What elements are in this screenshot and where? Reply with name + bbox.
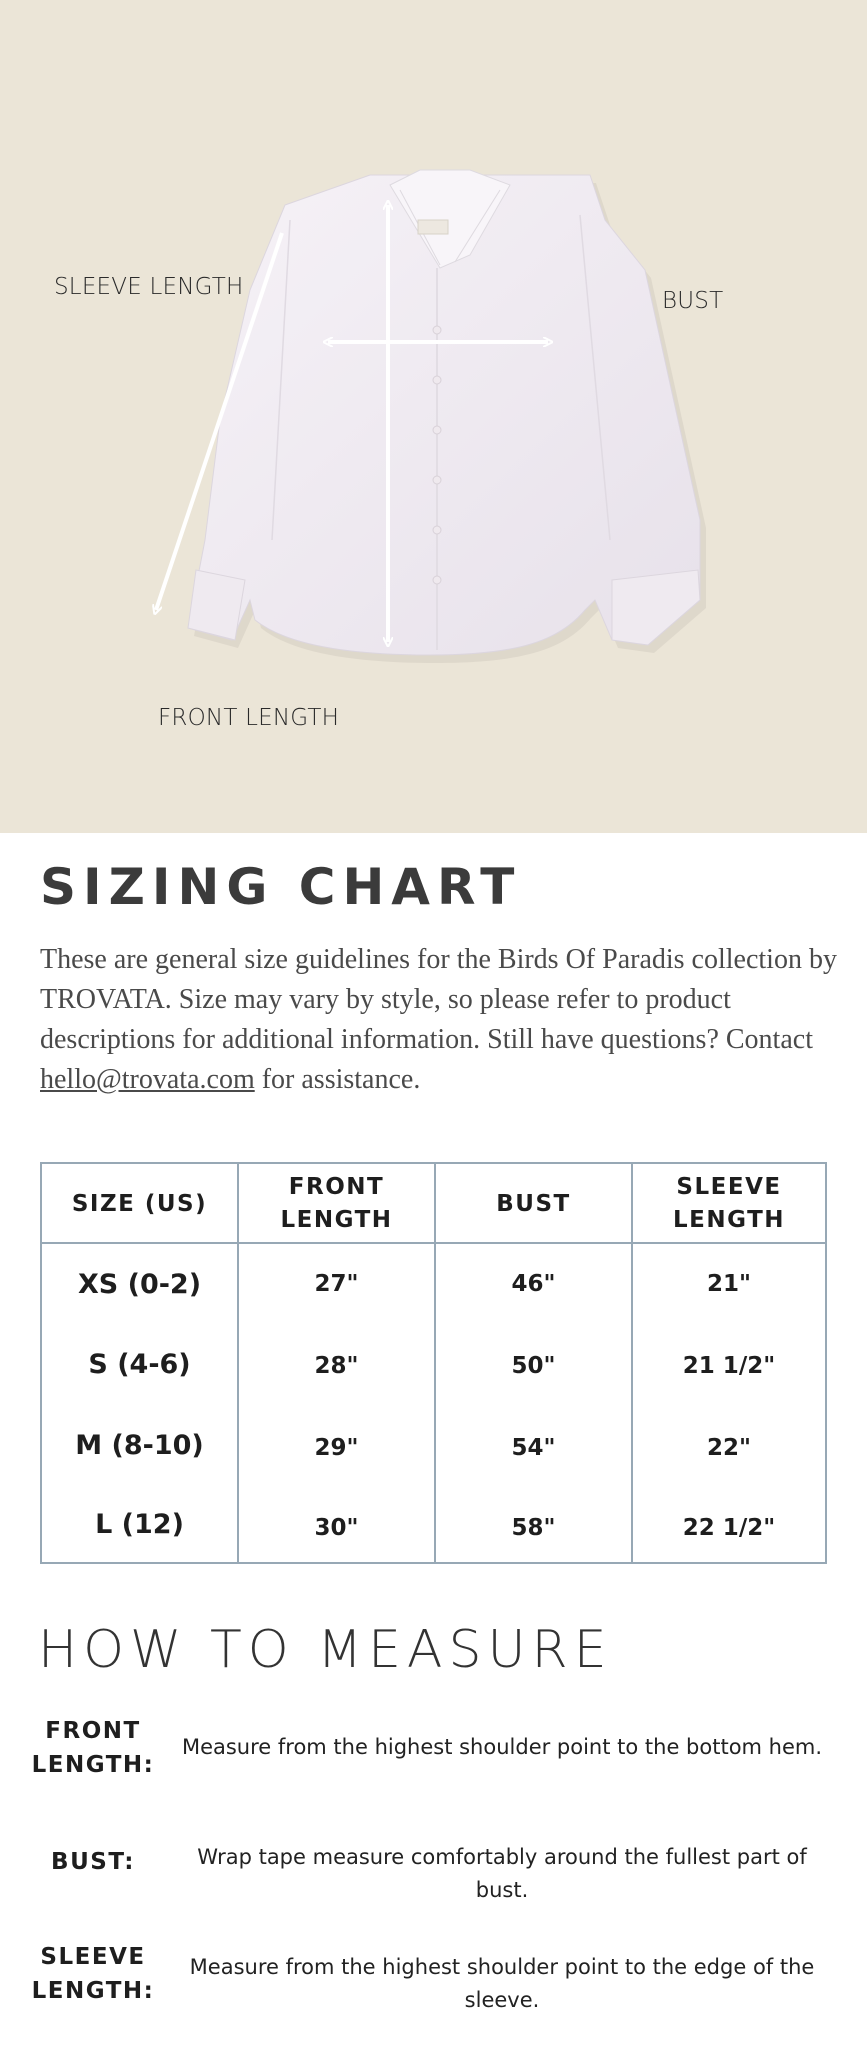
intro-suffix: for assistance. <box>261 1064 421 1095</box>
hero-image <box>0 0 867 833</box>
measure-label-sleeve-length: SLEEVE LENGTH: <box>31 1944 155 2004</box>
sleeve-length-label: SLEEVE LENGTH <box>54 274 244 300</box>
intro-text: These are general size guidelines for the Birds Of Paradis collection by TROVATA. Size may vary by style, so please refer to product descriptions for additional information. Still have questions? Contact <box>40 944 837 1055</box>
table-cell: 46" <box>511 1271 556 1297</box>
table-cell: 21" <box>707 1271 751 1297</box>
intro-paragraph <box>40 940 840 1100</box>
front-length-label: FRONT LENGTH <box>158 705 340 731</box>
column-header-front-length: FRONT LENGTH <box>280 1174 393 1233</box>
email-link[interactable]: hello@trovata.com <box>40 1064 255 1095</box>
table-cell: 54" <box>511 1435 556 1461</box>
table-cell: 28" <box>314 1353 359 1379</box>
table-row-size: XS (0-2) <box>77 1268 202 1300</box>
measure-desc-sleeve-length: Measure from the highest shoulder point to the edge of the sleeve. <box>189 1955 815 2012</box>
table-cell: 50" <box>511 1353 556 1379</box>
measure-label-front-length: FRONT LENGTH: <box>31 1718 155 1778</box>
table-row-size: M (8-10) <box>75 1429 204 1461</box>
column-header-size: SIZE (US) <box>71 1190 208 1217</box>
shirt-illustration <box>0 0 867 833</box>
measure-desc-front-length: Measure from the highest shoulder point to the bottom hem. <box>181 1735 823 1759</box>
bust-label: BUST <box>662 288 724 314</box>
table-cell: 22" <box>707 1435 751 1461</box>
table-row-size: L (12) <box>95 1508 184 1540</box>
table-cell: 22 1/2" <box>682 1515 776 1541</box>
sizing-table <box>40 1162 827 1564</box>
measure-label-bust: BUST: <box>51 1849 135 1875</box>
table-cell: 27" <box>314 1271 359 1297</box>
column-header-sleeve-length: SLEEVE LENGTH <box>672 1174 786 1233</box>
table-cell: 29" <box>314 1435 359 1461</box>
table-cell: 21 1/2" <box>682 1353 776 1379</box>
table-cell: 58" <box>511 1515 556 1541</box>
table-cell: 30" <box>314 1515 359 1541</box>
sizing-chart-title: SIZING CHART <box>40 858 522 916</box>
table-row-size: S (4-6) <box>88 1348 191 1380</box>
column-header-bust: BUST <box>496 1190 571 1217</box>
how-to-measure-title: HOW TO MEASURE <box>38 1620 613 1680</box>
measure-desc-bust: Wrap tape measure comfortably around the fullest part of bust. <box>197 1845 807 1902</box>
